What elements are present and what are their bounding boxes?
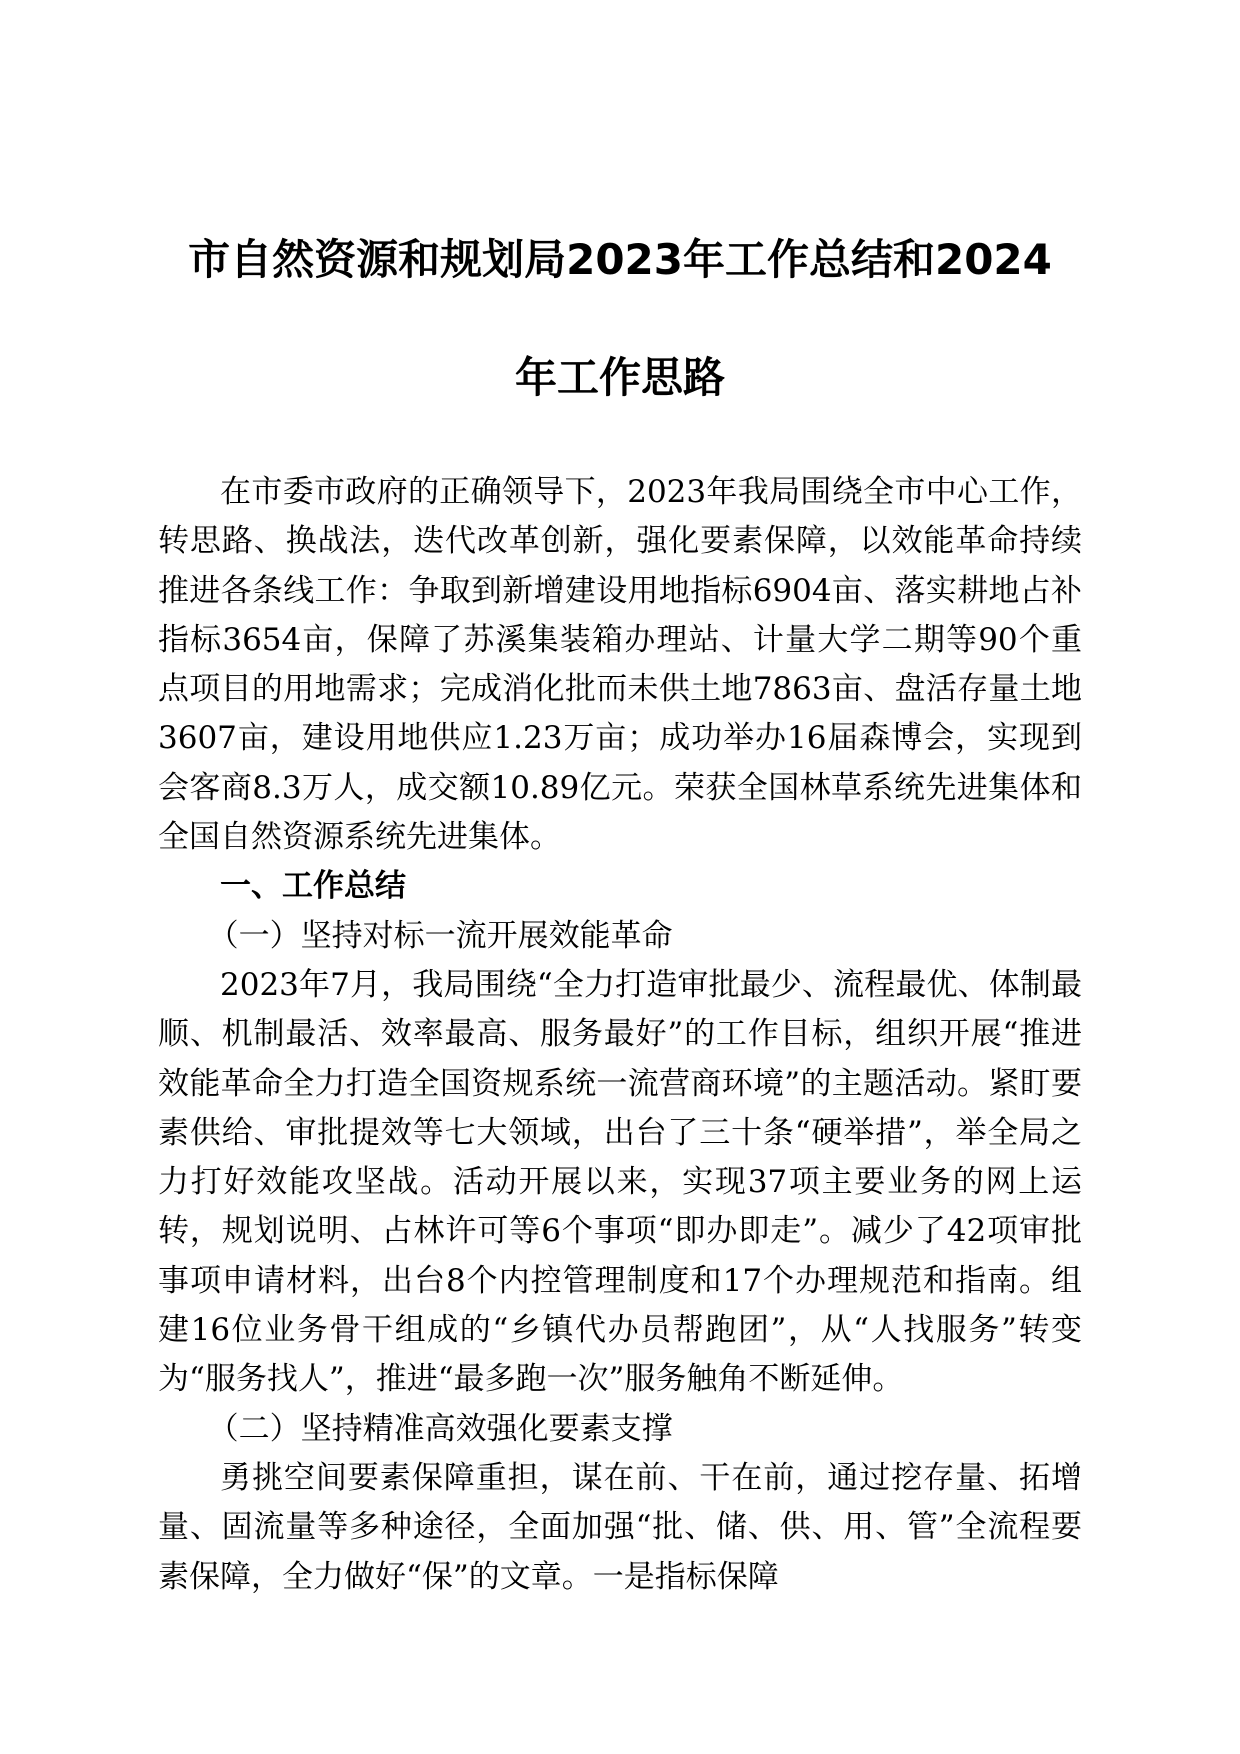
document-body	[158, 468, 1082, 1602]
subsection-heading-1: （一）坚持对标一流开展效能革命	[207, 917, 673, 954]
document-title-line-2: 年工作思路	[514, 353, 725, 402]
subsection-heading-2: （二）坚持精准高效强化要素支撑	[207, 1410, 673, 1447]
subsection-2-paragraph: 勇挑空间要素保障重担，谋在前、干在前，通过挖存量、拓增量、固流量等多种途径，全面加强“批、储、供、用、管”全流程要素保障，全力做好“保”的文章。一是指标保障	[158, 1459, 1082, 1595]
document-title-line-1: 市自然资源和规划局2023年工作总结和2024	[188, 235, 1052, 284]
subsection-1-paragraph: 2023年7月，我局围绕“全力打造审批最少、流程最优、体制最顺、机制最活、效率最高、服务最好”的工作目标，组织开展“推进效能革命全力打造全国资规系统一流营商环境”的主题活动。紧盯要素供给、审批提效等七大领域，出台了三十条“硬举措”，举全局之力打好效能攻坚战。活动开展以来，实现37项主要业务的网上运转，规划说明、占林许可等6个事项“即办即走”。减少了42项审批事项申请材料，出台8个内控管理制度和17个办理规范和指南。组建16位业务骨干组成的“乡镇代办员帮跑团”，从“人找服务”转变为“服务找人”，推进“最多跑一次”服务触角不断延伸。	[158, 966, 1082, 1398]
intro-paragraph: 在市委市政府的正确领导下，2023年我局围绕全市中心工作，转思路、换战法，迭代改革创新，强化要素保障，以效能革命持续推进各条线工作：争取到新增建设用地指标6904亩、落实耕地占补指标3654亩，保障了苏溪集装箱办理站、计量大学二期等90个重点项目的用地需求；完成消化批而未供土地7863亩、盘活存量土地3607亩，建设用地供应1.23万亩；成功举办16届森博会，实现到会客商8.3万人，成交额10.89亿元。荣获全国林草系统先进集体和全国自然资源系统先进集体。	[158, 474, 1082, 856]
section-heading-work-summary: 一、工作总结	[220, 868, 406, 905]
